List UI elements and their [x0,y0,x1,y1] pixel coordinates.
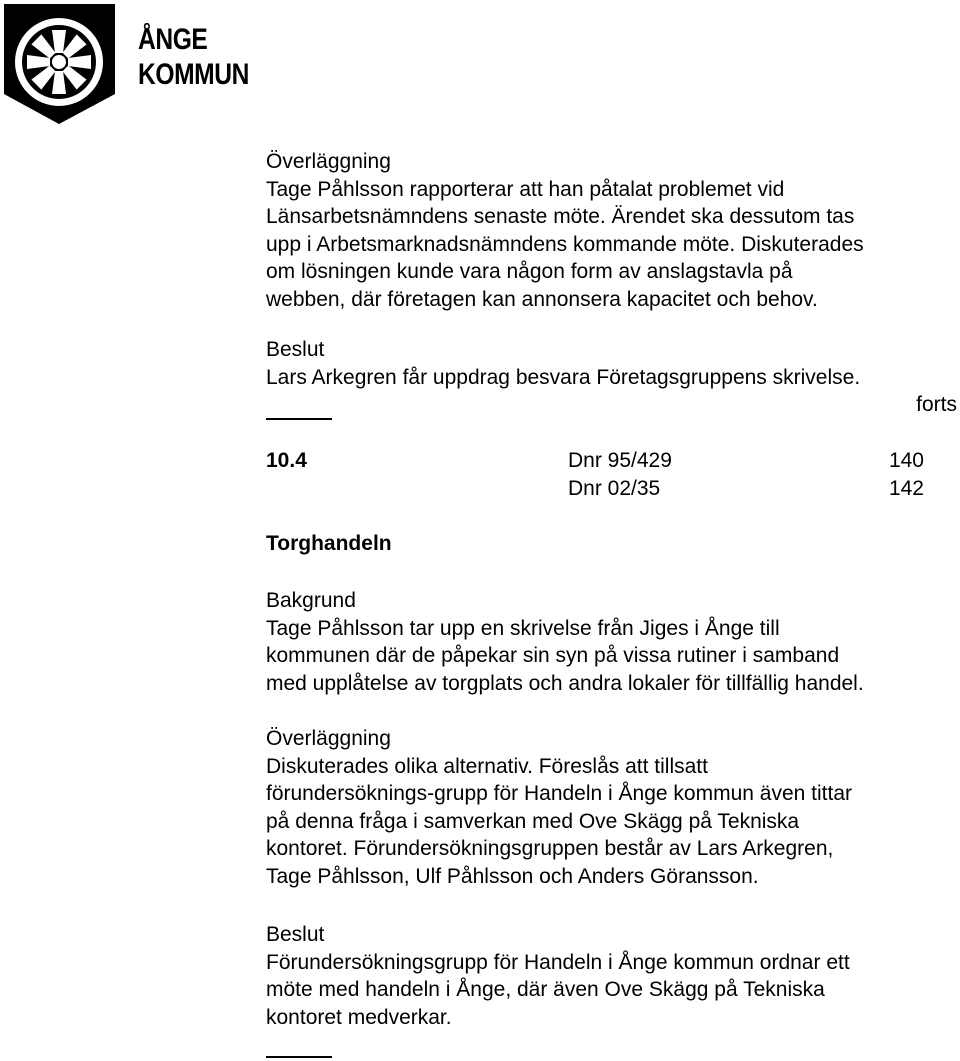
bakgrund-line: kommunen där de påpekar sin syn på vissa rutiner i samband [266,644,840,667]
heading-bakgrund: Bakgrund [266,589,356,612]
overlaggning-line: upp i Arbetsmarknadsnämndens kommande möte. Diskuterades [266,232,864,256]
item-dnr-1: Dnr 95/429 [568,449,672,472]
section-beslut-2 [266,921,956,1031]
section-beslut-1 [266,336,956,391]
section-overlaggning-2 [266,725,956,890]
forts-label: forts [916,393,957,416]
beslut-text: Lars Arkegren får uppdrag besvara Företagsgruppens skrivelse. [266,365,861,389]
divider [266,1056,332,1058]
brand-line-1: ÅNGE [138,23,208,56]
overlaggning-line: Diskuterades olika alternativ. Föreslås att tillsatt [266,754,708,778]
kommun-logo [2,2,117,127]
brand-name [138,22,249,92]
overlaggning-line: om lösningen kunde vara någon form av anslagstavla på [266,260,793,283]
bakgrund-line: med upplåtelse av torgplats och andra lokaler för tillfällig handel. [266,671,864,695]
overlaggning-line: förundersöknings-grupp för Handeln i Ånge kommun även tittar [266,782,852,805]
item-ref-2: 142 [888,477,924,500]
overlaggning-line: webben, där företagen kan annonsera kapacitet och behov. [266,287,818,311]
heading-beslut: Beslut [266,923,325,946]
bakgrund-line: Tage Påhlsson tar upp en skrivelse från Jiges i Ånge till [266,616,780,640]
item-number: 10.4 [266,449,307,472]
overlaggning-line: Tage Påhlsson, Ulf Påhlsson och Anders Göransson. [266,864,759,888]
divider [266,418,332,420]
item-title: Torghandeln [266,532,392,555]
item-dnr-2: Dnr 02/35 [568,477,661,500]
item-ref-1: 140 [888,449,924,472]
heading-overlaggning: Överläggning [266,150,391,173]
beslut-line: Förundersökningsgrupp för Handeln i Ånge kommun ordnar ett [266,950,850,974]
section-bakgrund [266,587,956,697]
item-row-1 [266,449,956,473]
beslut-line: kontoret medverkar. [266,1005,452,1029]
heading-overlaggning: Överläggning [266,727,391,750]
overlaggning-line: Tage Påhlsson rapporterar att han påtalat problemet vid [266,177,785,201]
beslut-line: möte med handeln i Ånge, där även Ove Skägg på Tekniska [266,978,825,1001]
heading-beslut: Beslut [266,338,325,361]
section-overlaggning-1 [266,148,956,313]
overlaggning-line: Länsarbetsnämndens senaste möte. Ärendet ska dessutom tas [266,205,855,228]
brand-line-2: KOMMUN [138,58,249,91]
overlaggning-line: kontoret. Förundersökningsgruppen består av Lars Arkegren, [266,837,834,860]
overlaggning-line: på denna fråga i samverkan med Ove Skägg på Tekniska [266,809,800,833]
